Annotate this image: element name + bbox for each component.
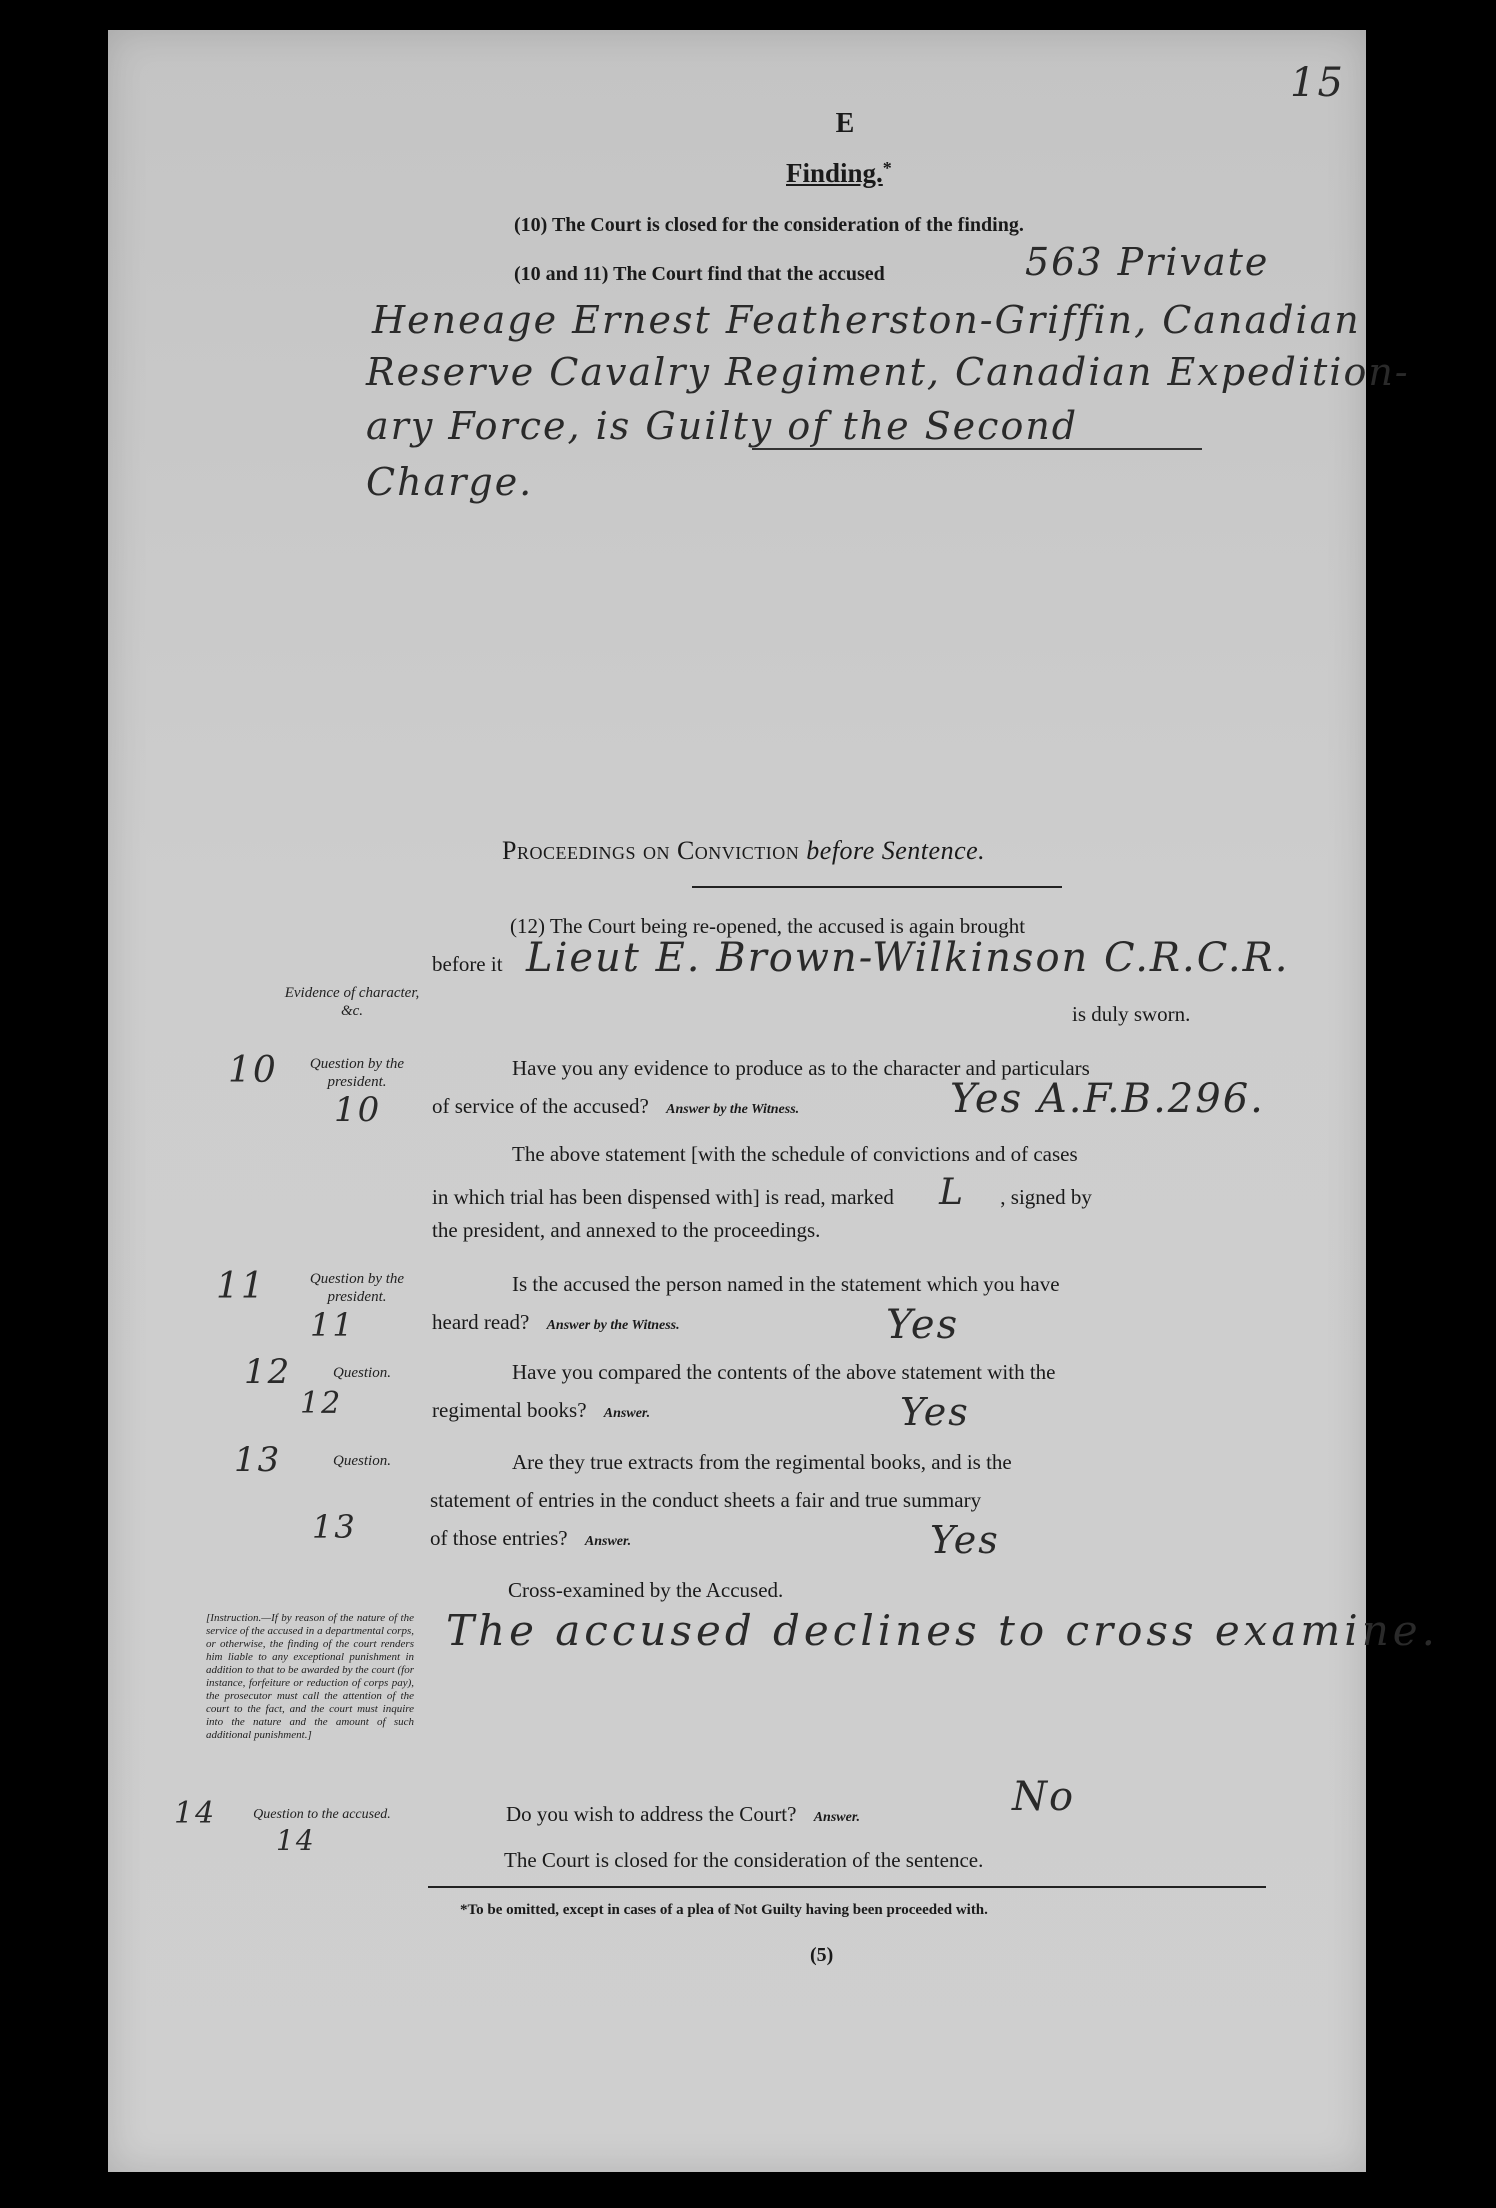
footnote: *To be omitted, except in cases of a plea of Not Guilty having been proceeded with. xyxy=(460,1902,988,1918)
q13-line3-text: of those entries? xyxy=(430,1526,568,1550)
printed-page-number: (5) xyxy=(810,1944,834,1966)
q13-hand-number: 13 xyxy=(234,1440,282,1480)
cross-examined-label: Cross-examined by the Accused. xyxy=(508,1578,784,1602)
proceedings-title xyxy=(502,836,985,866)
finding-line-10: (10) The Court is closed for the consideration of the finding. xyxy=(514,214,1024,236)
q13-answer: Yes xyxy=(930,1518,1000,1562)
q10-line1: Have you any evidence to produce as to the character and particulars xyxy=(512,1056,1090,1080)
finding-line-10-11: (10 and 11) The Court find that the accused xyxy=(514,263,885,285)
q11-margin: Question by the president. xyxy=(309,1271,405,1305)
q10-line2 xyxy=(432,1088,799,1128)
q13-margin: Question. xyxy=(333,1453,391,1469)
section-letter: E xyxy=(835,108,855,139)
para12-line1: (12) The Court being re-opened, the accused is again brought xyxy=(510,914,1026,938)
finding-title-text: Finding. xyxy=(786,158,883,188)
q12-answer: Yes xyxy=(900,1390,970,1434)
instruction-note: [Instruction.—If by reason of the nature of the service of the accused in a departmental corps, or otherwise, the finding of the court renders him liable to any exceptional punishment in addition to that to be awarded by the court (for instance, forfeiture or reduction of corps pay), the prosecutor must call the attention of the court to the fact, and the court must inquire into the nature and the amount of such additional punishment.] xyxy=(206,1612,414,1741)
q12-hand-number-2: 12 xyxy=(300,1386,343,1421)
q14-margin: Question to the accused. xyxy=(253,1807,391,1822)
q12-line2-text: regimental books? xyxy=(432,1398,587,1422)
para12-before: before it xyxy=(432,952,503,976)
q14-line xyxy=(506,1796,860,1836)
q12-line1: Have you compared the contents of the above statement with the xyxy=(512,1360,1056,1384)
q14-hand-number-2: 14 xyxy=(276,1824,316,1857)
statement-line2b: , signed by xyxy=(1000,1185,1092,1209)
q13-line1: Are they true extracts from the regimental books, and is the xyxy=(512,1450,1012,1474)
q11-hand-number: 11 xyxy=(216,1266,266,1307)
q10-hand-number-2: 10 xyxy=(334,1090,382,1130)
q11-hand-number-2: 11 xyxy=(310,1306,355,1344)
proceedings-title-part2: before xyxy=(806,836,875,865)
q12-line2 xyxy=(432,1392,650,1432)
handwritten-finding-4: ary Force, is Guilty of the Second xyxy=(366,404,1079,448)
q10-answer: Yes A.F.B.296. xyxy=(950,1076,1265,1122)
q13-hand-number-2: 13 xyxy=(312,1508,357,1546)
handwritten-finding-2: Heneage Ernest Featherston-Griffin, Canadian xyxy=(372,298,1361,342)
q13-line3 xyxy=(430,1520,631,1560)
statement-line2a: in which trial has been dispensed with] is read, marked xyxy=(432,1185,894,1209)
proceedings-title-part1: Proceedings on Conviction xyxy=(502,836,800,865)
q10-line2-text: of service of the accused? xyxy=(432,1094,649,1118)
q13-line2: statement of entries in the conduct sheets a fair and true summary xyxy=(430,1488,982,1512)
q14-line-text: Do you wish to address the Court? xyxy=(506,1802,797,1826)
q12-hand-number: 12 xyxy=(244,1352,292,1392)
proceedings-title-part3: Sentence. xyxy=(881,836,986,865)
finding-title xyxy=(786,158,892,189)
q10-hand-number: 10 xyxy=(228,1050,278,1091)
q10-answer-label: Answer by the Witness. xyxy=(666,1102,800,1117)
statement-line3: the president, and annexed to the proceedings. xyxy=(432,1218,821,1242)
duly-sworn: is duly sworn. xyxy=(1072,1002,1191,1026)
footnote-rule xyxy=(428,1886,1266,1888)
q11-answer: Yes xyxy=(886,1302,960,1348)
statement-line1: The above statement [with the schedule of convictions and of cases xyxy=(512,1142,1078,1166)
q12-answer-label: Answer. xyxy=(603,1406,651,1421)
q13-answer-label: Answer. xyxy=(584,1534,632,1549)
q11-line1: Is the accused the person named in the statement which you have xyxy=(512,1272,1060,1296)
q14-hand-number: 14 xyxy=(174,1796,217,1831)
finding-asterisk: * xyxy=(882,158,892,178)
q11-answer-label: Answer by the Witness. xyxy=(546,1318,680,1333)
q12-margin: Question. xyxy=(333,1365,391,1381)
margin-evidence-of-character: Evidence of character, &c. xyxy=(284,985,420,1019)
closed-for-sentence: The Court is closed for the consideration of the sentence. xyxy=(504,1848,984,1872)
q14-answer-label: Answer. xyxy=(813,1810,861,1825)
q11-line2-text: heard read? xyxy=(432,1310,530,1334)
proceedings-title-rule xyxy=(692,886,1062,888)
handwritten-finding-5: Charge. xyxy=(366,460,534,504)
statement-mark: L xyxy=(939,1172,966,1213)
guilty-underline xyxy=(752,448,1202,450)
witness-name-handwritten: Lieut E. Brown-Wilkinson C.R.C.R. xyxy=(526,935,1290,981)
statement-line2 xyxy=(432,1174,1092,1216)
q11-line2 xyxy=(432,1304,680,1344)
handwritten-finding-1: 563 Private xyxy=(1025,240,1270,284)
handwritten-page-number: 15 xyxy=(1290,60,1345,106)
q10-margin: Question by the president. xyxy=(309,1056,405,1090)
handwritten-finding-3: Reserve Cavalry Regiment, Canadian Expedition- xyxy=(366,350,1410,394)
q14-answer: No xyxy=(1012,1774,1076,1820)
cross-examined-handwritten: The accused declines to cross examine. xyxy=(446,1606,1439,1655)
